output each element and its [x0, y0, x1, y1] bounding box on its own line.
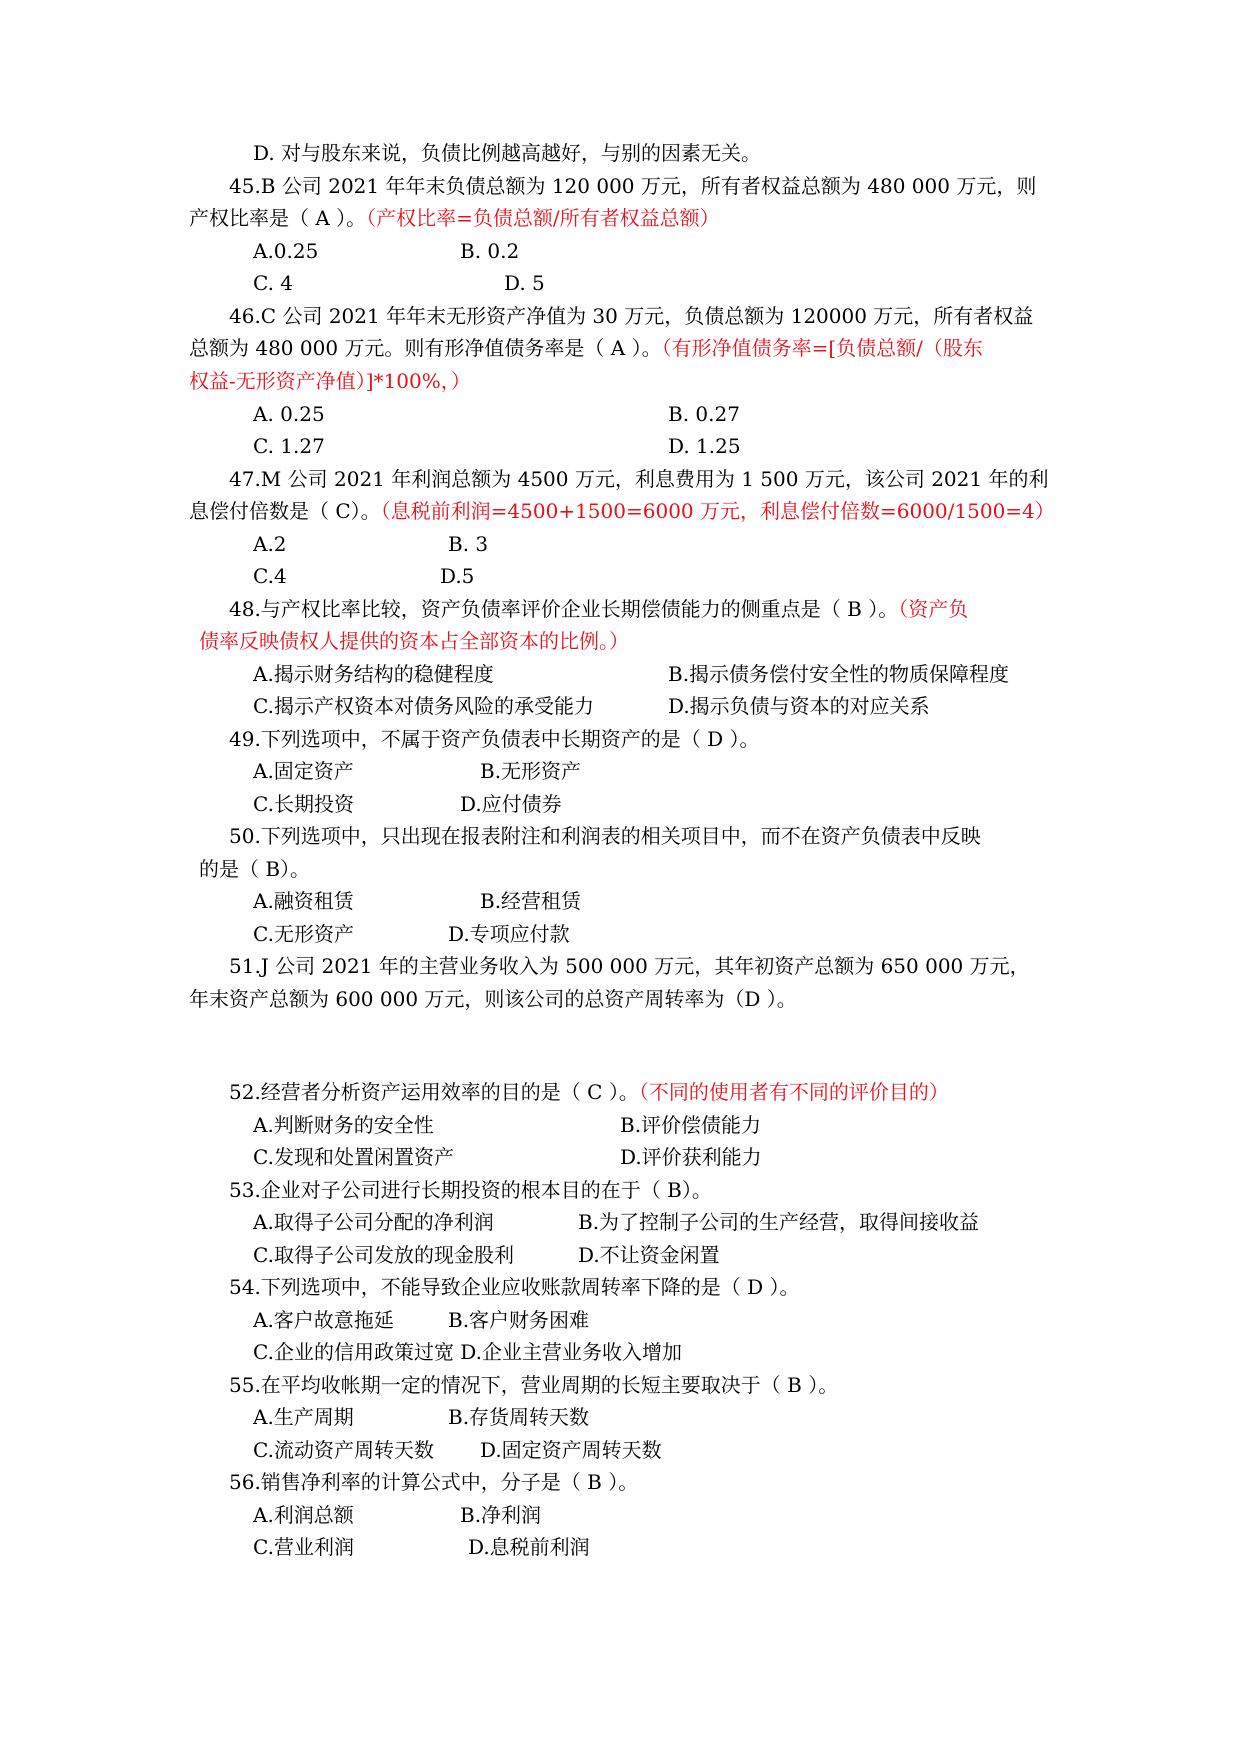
question-text: 45.B 公司 2021 年年末负债总额为 120 000 万元，所有者权益总额为 480 000 万元，则	[229, 174, 1037, 198]
text-line	[448, 1403, 589, 1431]
text-line	[448, 530, 488, 558]
text-line	[253, 1436, 434, 1464]
text-line	[229, 465, 1048, 493]
text-line	[253, 1111, 434, 1139]
text-line	[668, 660, 1009, 688]
question-text: A.0.25	[253, 239, 319, 263]
question-text: 48.与产权比率比较，资产负债率评价企业长期偿债能力的侧重点是（ B ）。	[229, 597, 899, 621]
question-text: C.揭示产权资本对债务风险的承受能力	[253, 694, 594, 718]
text-line	[229, 1176, 712, 1204]
text-line	[253, 562, 287, 590]
text-line	[253, 790, 354, 818]
question-text: A.客户故意拖延	[253, 1308, 394, 1332]
question-text: B.净利润	[460, 1503, 542, 1527]
question-text: C. 4	[253, 271, 294, 295]
question-text: B.揭示债务偿付安全性的物质保障程度	[668, 662, 1010, 686]
text-line	[229, 595, 968, 623]
question-text: B. 3	[448, 532, 489, 556]
question-text: D.评价获利能力	[620, 1145, 762, 1169]
question-text: C. 1.27	[253, 434, 325, 458]
text-line	[440, 562, 474, 590]
question-text: D.不让资金闲置	[578, 1243, 720, 1267]
text-line	[253, 1208, 494, 1236]
question-text: A.2	[253, 532, 287, 556]
question-text: A.揭示财务结构的稳健程度	[253, 662, 494, 686]
question-text: C.企业的信用政策过宽 D.企业主营业务收入增加	[253, 1340, 682, 1364]
text-line	[578, 1241, 720, 1269]
text-line	[253, 237, 318, 265]
text-line	[253, 139, 761, 167]
text-line	[668, 432, 741, 460]
question-text: B.经营租赁	[480, 889, 582, 913]
text-line	[460, 790, 562, 818]
text-line	[199, 627, 629, 655]
question-text: D.5	[440, 564, 475, 588]
text-line	[189, 497, 1055, 525]
text-line	[480, 1436, 662, 1464]
text-line	[253, 1533, 354, 1561]
answer-explanation: （资产负	[898, 597, 969, 621]
text-line	[448, 920, 570, 948]
text-line	[199, 855, 310, 883]
text-line	[229, 1078, 949, 1106]
question-text: D.揭示负债与资本的对应关系	[668, 694, 930, 718]
question-text: C.发现和处置闲置资产	[253, 1145, 454, 1169]
answer-explanation: （不同的使用者有不同的评价目的）	[638, 1080, 949, 1104]
question-text: 产权比率是（ A ）。	[189, 206, 367, 230]
question-text: 年末资产总额为 600 000 万元，则该公司的总资产周转率为（D ）。	[189, 987, 797, 1011]
question-text: A.融资租赁	[253, 889, 354, 913]
question-text: A.取得子公司分配的净利润	[253, 1210, 494, 1234]
text-line	[253, 660, 494, 688]
text-line	[253, 1241, 514, 1269]
text-line	[460, 237, 519, 265]
text-line	[668, 400, 740, 428]
text-line	[480, 757, 581, 785]
question-text: 49.下列选项中，不属于资产负债表中长期资产的是（ D ）。	[229, 727, 760, 751]
question-text: C.取得子公司发放的现金股利	[253, 1243, 514, 1267]
text-line	[620, 1111, 761, 1139]
question-text: 51.J 公司 2021 年的主营业务收入为 500 000 万元，其年初资产总额为 650 000 万元，	[229, 954, 1030, 978]
text-line	[229, 1468, 638, 1496]
question-text: 54.下列选项中，不能导致企业应收账款周转率下降的是（ D ）。	[229, 1275, 800, 1299]
text-line	[253, 692, 594, 720]
question-text: 50.下列选项中，只出现在报表附注和利润表的相关项目中，而不在资产负债表中反映	[229, 824, 981, 848]
text-line	[253, 757, 354, 785]
answer-explanation: 债率反映债权人提供的资本占全部资本的比例。）	[199, 629, 629, 653]
text-line	[253, 269, 293, 297]
question-text: D. 5	[504, 271, 545, 295]
answer-explanation: （息税前利润=4500+1500=6000 万元，利息偿付倍数=6000/1500=4）	[380, 499, 1055, 523]
text-line	[504, 269, 545, 297]
question-text: 总额为 480 000 万元。则有形净值债务率是（ A ）。	[189, 336, 662, 360]
question-text: A.生产周期	[253, 1405, 354, 1429]
question-text: A.固定资产	[253, 759, 354, 783]
question-text: 的是（ B）。	[199, 857, 311, 881]
question-text: 息偿付倍数是（ C）。	[189, 499, 381, 523]
text-line	[229, 1273, 800, 1301]
question-text: C.营业利润	[253, 1535, 354, 1559]
text-line	[480, 887, 581, 915]
question-text: 55.在平均收帐期一定的情况下，营业周期的长短主要取决于（ B ）。	[229, 1373, 839, 1397]
question-text: 52.经营者分析资产运用效率的目的是（ C ）。	[229, 1080, 639, 1104]
question-text: B.为了控制子公司的生产经营，取得间接收益	[578, 1210, 980, 1234]
text-line	[253, 1403, 354, 1431]
text-line	[229, 1371, 838, 1399]
text-line	[668, 692, 930, 720]
text-line	[468, 1533, 590, 1561]
question-text: D.专项应付款	[448, 922, 570, 946]
question-text: D.固定资产周转天数	[480, 1438, 662, 1462]
text-line	[253, 920, 354, 948]
text-line	[229, 822, 981, 850]
question-text: A.利润总额	[253, 1503, 354, 1527]
question-text: B.客户财务困难	[448, 1308, 590, 1332]
question-text: 46.C 公司 2021 年年末无形资产净值为 30 万元，负债总额为 120000 万元，所有者权益	[229, 304, 1034, 328]
question-text: D.应付债券	[460, 792, 562, 816]
answer-explanation: （产权比率=负债总额/所有者权益总额）	[366, 206, 720, 230]
text-line	[448, 1306, 589, 1334]
question-text: 47.M 公司 2021 年利润总额为 4500 万元，利息费用为 1 500 万元，该公司 2021 年的利	[229, 467, 1049, 491]
question-text: B.存货周转天数	[448, 1405, 590, 1429]
text-line	[253, 1306, 394, 1334]
text-line	[229, 952, 1030, 980]
question-text: D.息税前利润	[468, 1535, 590, 1559]
question-text: B. 0.27	[668, 402, 740, 426]
question-text: B. 0.2	[460, 239, 520, 263]
text-line	[229, 302, 1033, 330]
text-line	[253, 432, 325, 460]
text-line	[189, 367, 471, 395]
text-line	[253, 530, 287, 558]
text-line	[189, 204, 720, 232]
question-text: B.无形资产	[480, 759, 582, 783]
text-line	[189, 985, 797, 1013]
text-line	[253, 400, 325, 428]
text-line	[578, 1208, 979, 1236]
question-text: B.评价偿债能力	[620, 1113, 762, 1137]
answer-explanation: 权益-无形资产净值）]*100%，）	[189, 369, 471, 393]
text-line	[229, 725, 760, 753]
text-line	[620, 1143, 762, 1171]
question-text: D. 1.25	[668, 434, 741, 458]
question-text: 53.企业对子公司进行长期投资的根本目的在于（ B）。	[229, 1178, 712, 1202]
text-line	[253, 887, 354, 915]
text-line	[253, 1143, 454, 1171]
text-line	[253, 1338, 682, 1366]
answer-explanation: （有形净值债务率=[负债总额/（股东	[661, 336, 983, 360]
question-text: D. 对与股东来说，负债比例越高越好，与别的因素无关。	[253, 141, 762, 165]
question-text: C.流动资产周转天数	[253, 1438, 434, 1462]
question-text: 56.销售净利率的计算公式中，分子是（ B ）。	[229, 1470, 639, 1494]
question-text: C.4	[253, 564, 287, 588]
question-text: A.判断财务的安全性	[253, 1113, 434, 1137]
question-text: A. 0.25	[253, 402, 325, 426]
text-line	[229, 172, 1036, 200]
question-text: C.无形资产	[253, 922, 354, 946]
text-line	[189, 334, 983, 362]
text-line	[460, 1501, 541, 1529]
text-line	[253, 1501, 354, 1529]
question-text: C.长期投资	[253, 792, 354, 816]
